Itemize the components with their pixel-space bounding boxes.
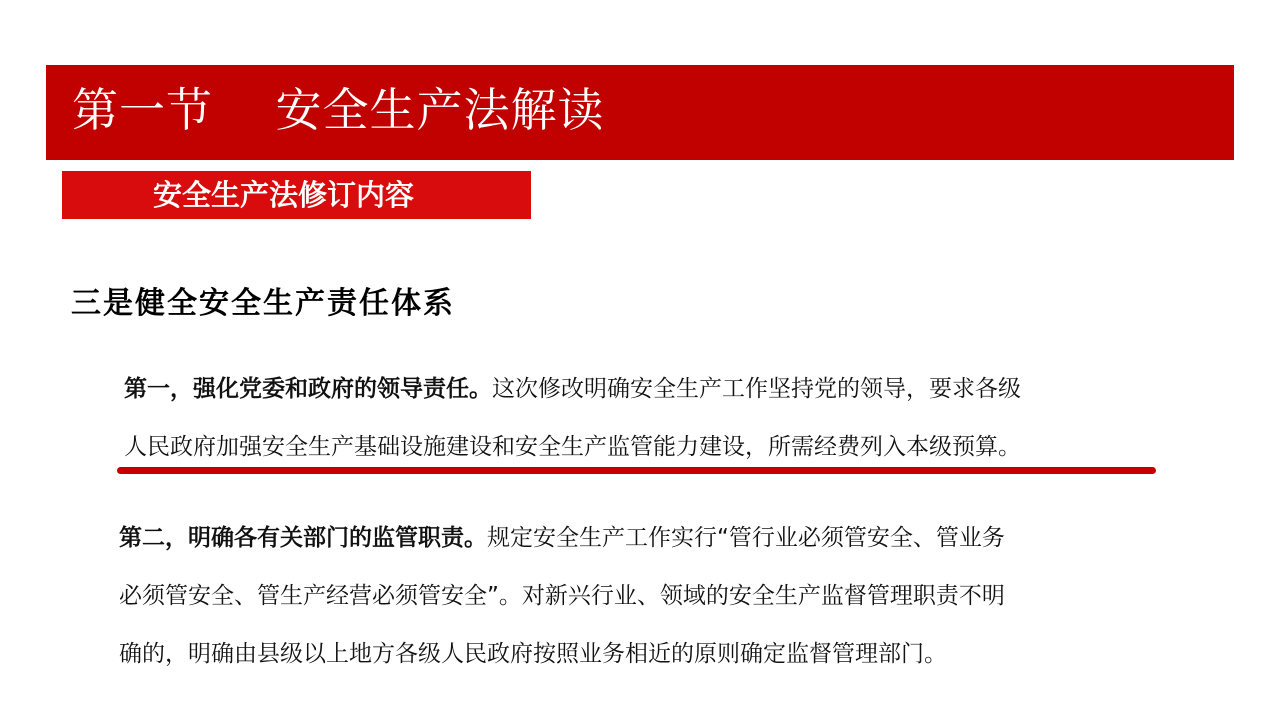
paragraph-second [119, 509, 1005, 683]
paragraph-line: 必须管安全、管生产经营必须管安全”。对新兴行业、领域的安全生产监督管理职责不明 [119, 583, 1005, 609]
paragraph-lead: 第二，明确各有关部门的监管职责。 [119, 525, 487, 551]
paragraph-line [124, 360, 1021, 418]
subtitle-label: 安全生产法修订内容 [153, 178, 415, 212]
paragraph-line [119, 509, 1005, 567]
title-banner [46, 65, 1234, 160]
paragraph-text: 这次修改明确安全生产工作坚持党的领导，要求各级 [492, 376, 1021, 402]
page-title: 第一节 安全生产法解读 [72, 83, 605, 137]
paragraph-line: 人民政府加强安全生产基础设施建设和安全生产监管能力建设，所需经费列入本级预算。 [124, 434, 1021, 460]
paragraph-first [124, 360, 1021, 476]
paragraph-lead: 第一，强化党委和政府的领导责任。 [124, 376, 492, 402]
subtitle-box [62, 171, 531, 219]
paragraph-text: 规定安全生产工作实行“管行业必须管安全、管业务 [487, 525, 1005, 551]
paragraph-line: 确的，明确由县级以上地方各级人民政府按照业务相近的原则确定监督管理部门。 [119, 641, 947, 667]
section-heading: 三是健全安全生产责任体系 [71, 286, 455, 321]
divider-line [117, 467, 1156, 474]
